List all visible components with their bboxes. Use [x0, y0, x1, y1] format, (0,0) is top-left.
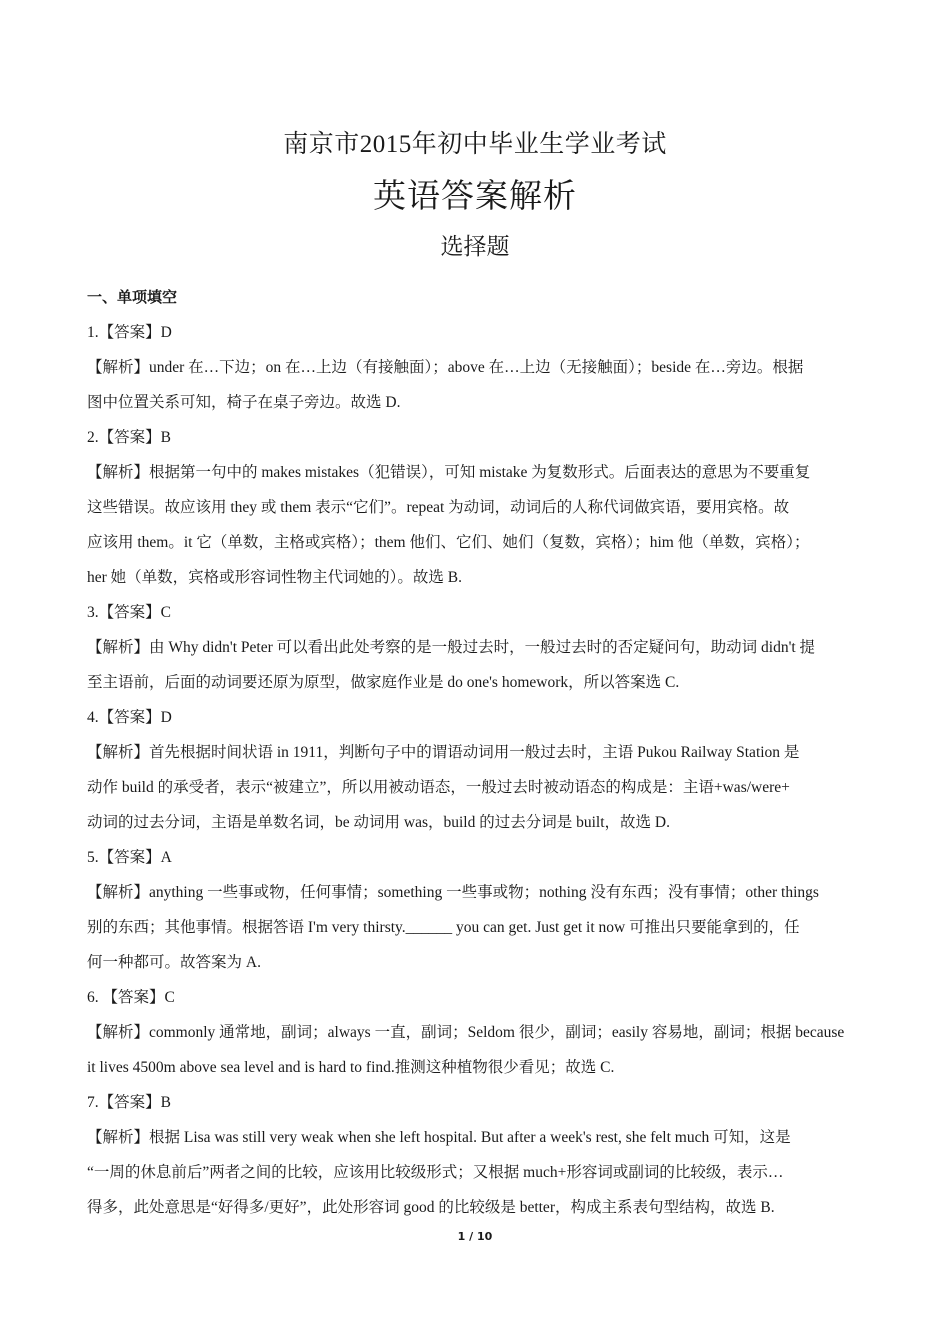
answer-7: 7.【答案】B [87, 1094, 171, 1111]
analysis-2 [87, 455, 864, 595]
analysis-line: 【解析】根据 Lisa was still very weak when she left hospital. But after a week's rest, she felt much 可知，这是 [87, 1129, 791, 1146]
analysis-line: 应该用 them。it 它（单数，主格或宾格）；them 他们、它们、她们（复数，宾格）；him 他（单数，宾格）； [87, 534, 810, 551]
analysis-line: 动作 build 的承受者，表示“被建立”，所以用被动语态，一般过去时被动语态的构成是：主语+was/were+ [87, 779, 790, 796]
analysis-line: 这些错误。故应该用 they 或 them 表示“它们”。repeat 为动词，动词后的人称代词做宾语，要用宾格。故 [87, 499, 790, 516]
analysis-line: 图中位置关系可知，椅子在桌子旁边。故选 D. [87, 394, 401, 411]
analysis-line: 别的东西；其他事情。根据答语 I'm very thirsty.______ you can get. Just get it now 可推出只要能拿到的，任 [87, 919, 800, 936]
answer-5: 5.【答案】A [87, 849, 172, 866]
analysis-line: it lives 4500m above sea level and is hard to find.推测这种植物很少看见；故选 C. [87, 1059, 615, 1076]
answer-2: 2.【答案】B [87, 429, 171, 446]
analysis-3 [87, 630, 864, 700]
answer-3: 3.【答案】C [87, 604, 171, 621]
analysis-line: 何一种都可。故答案为 A. [87, 954, 261, 971]
exam-title: 南京市2015年初中毕业生学业考试 [283, 131, 667, 158]
analysis-line: 【解析】under 在…下边；on 在…上边（有接触面）；above 在…上边（无接触面）；beside 在…旁边。根据 [87, 359, 804, 376]
analysis-line: 至主语前，后面的动词要还原为原型，做家庭作业是 do one's homework，所以答案选 C. [87, 674, 680, 691]
analysis-5 [87, 875, 864, 980]
section-title: 选择题 [440, 234, 510, 260]
analysis-line: 【解析】由 Why didn't Peter 可以看出此处考察的是一般过去时，一般过去时的否定疑问句，助动词 didn't 提 [87, 639, 816, 656]
analysis-6 [87, 1015, 864, 1085]
analysis-line: 【解析】anything 一些事或物，任何事情；something 一些事或物；nothing 没有东西；没有事情；other things [87, 884, 819, 901]
analysis-line: 【解析】根据第一句中的 makes mistakes（犯错误），可知 mistake 为复数形式。后面表达的意思为不要重复 [87, 464, 811, 481]
analysis-1 [87, 350, 864, 420]
part-heading: 一、单项填空 [87, 288, 178, 306]
answer-1: 1.【答案】D [87, 324, 172, 341]
analysis-line: 动词的过去分词，主语是单数名词，be 动词用 was，build 的过去分词是 built，故选 D. [87, 814, 670, 831]
answer-4: 4.【答案】D [87, 709, 172, 726]
analysis-line: 【解析】commonly 通常地，副词；always 一直，副词；Seldom 很少，副词；easily 容易地，副词；根据 because [87, 1024, 845, 1041]
analysis-4 [87, 735, 864, 840]
subject-title: 英语答案解析 [373, 176, 577, 215]
analysis-line: 得多，此处意思是“好得多/更好”，此处形容词 good 的比较级是 better，构成主系表句型结构，故选 B. [87, 1199, 775, 1216]
analysis-line: her 她（单数，宾格或形容词性物主代词她的）。故选 B. [87, 569, 463, 586]
analysis-line: 【解析】首先根据时间状语 in 1911，判断句子中的谓语动词用一般过去时，主语 Pukou Railway Station 是 [87, 744, 800, 761]
answer-6: 6. 【答案】C [87, 989, 175, 1006]
analysis-7 [87, 1120, 864, 1225]
page-number: 1 / 10 [457, 1230, 493, 1243]
analysis-line: “一周的休息前后”两者之间的比较，应该用比较级形式；又根据 much+形容词或副词的比较级，表示… [87, 1164, 784, 1181]
document-body [87, 280, 864, 1225]
